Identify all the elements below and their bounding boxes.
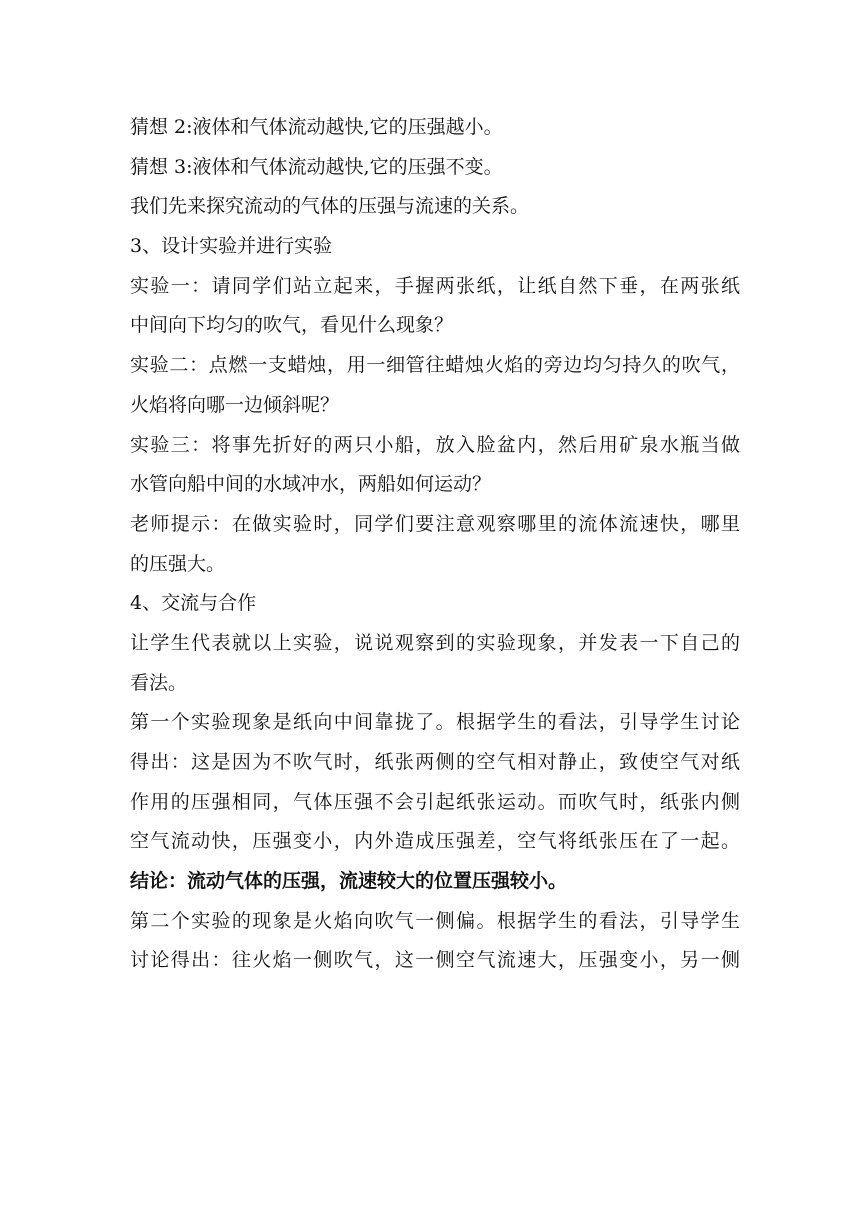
paragraph-line: 第二个实验的现象是火焰向吹气一侧偏。根据学生的看法，引导学生	[130, 909, 740, 932]
paragraph-line: 的压强大。	[130, 552, 226, 575]
paragraph-line: 实验二：点燃一支蜡烛，用一细管往蜡烛火焰的旁边均匀持久的吹气，	[130, 354, 740, 377]
paragraph-line: 得出：这是因为不吹气时，纸张两侧的空气相对静止，致使空气对纸	[130, 751, 740, 773]
paragraph-line: 水管向船中间的水域冲水，两船如何运动？	[130, 473, 492, 496]
document-body	[130, 108, 740, 981]
conclusion-line: 结论：流动气体的压强，流速较大的位置压强较小。	[130, 870, 568, 893]
paragraph-line: 火焰将向哪一边倾斜呢？	[130, 393, 340, 416]
paragraph-line: 中间向下均匀的吹气，看见什么现象？	[130, 314, 454, 337]
section-heading: 3、设计实验并进行实验	[130, 235, 333, 258]
section-heading: 4、交流与合作	[130, 592, 257, 615]
paragraph-line: 第一个实验现象是纸向中间靠拢了。根据学生的看法，引导学生讨论	[130, 711, 740, 734]
paragraph-line: 作用的压强相同，气体压强不会引起纸张运动。而吹气时，纸张内侧	[130, 790, 740, 813]
paragraph-line: 空气流动快，压强变小，内外造成压强差，空气将纸张压在了一起。	[130, 830, 740, 853]
paragraph-line: 我们先来探究流动的气体的压强与流速的关系。	[130, 195, 530, 218]
paragraph-line: 老师提示：在做实验时，同学们要注意观察哪里的流体流速快，哪里	[130, 512, 740, 535]
paragraph-line: 猜想 3:液体和气体流动越快,它的压强不变。	[130, 155, 503, 178]
paragraph-line: 实验三：将事先折好的两只小船，放入脸盆内，然后用矿泉水瓶当做	[130, 433, 740, 456]
paragraph-line: 看法。	[130, 671, 188, 694]
paragraph-line: 实验一：请同学们站立起来，手握两张纸，让纸自然下垂，在两张纸	[130, 274, 740, 297]
paragraph-line: 让学生代表就以上实验，说说观察到的实验现象，并发表一下自己的	[130, 631, 740, 654]
paragraph-line: 讨论得出：往火焰一侧吹气，这一侧空气流速大，压强变小，另一侧	[130, 949, 740, 972]
paragraph-line: 猜想 2:液体和气体流动越快,它的压强越小。	[130, 116, 503, 138]
